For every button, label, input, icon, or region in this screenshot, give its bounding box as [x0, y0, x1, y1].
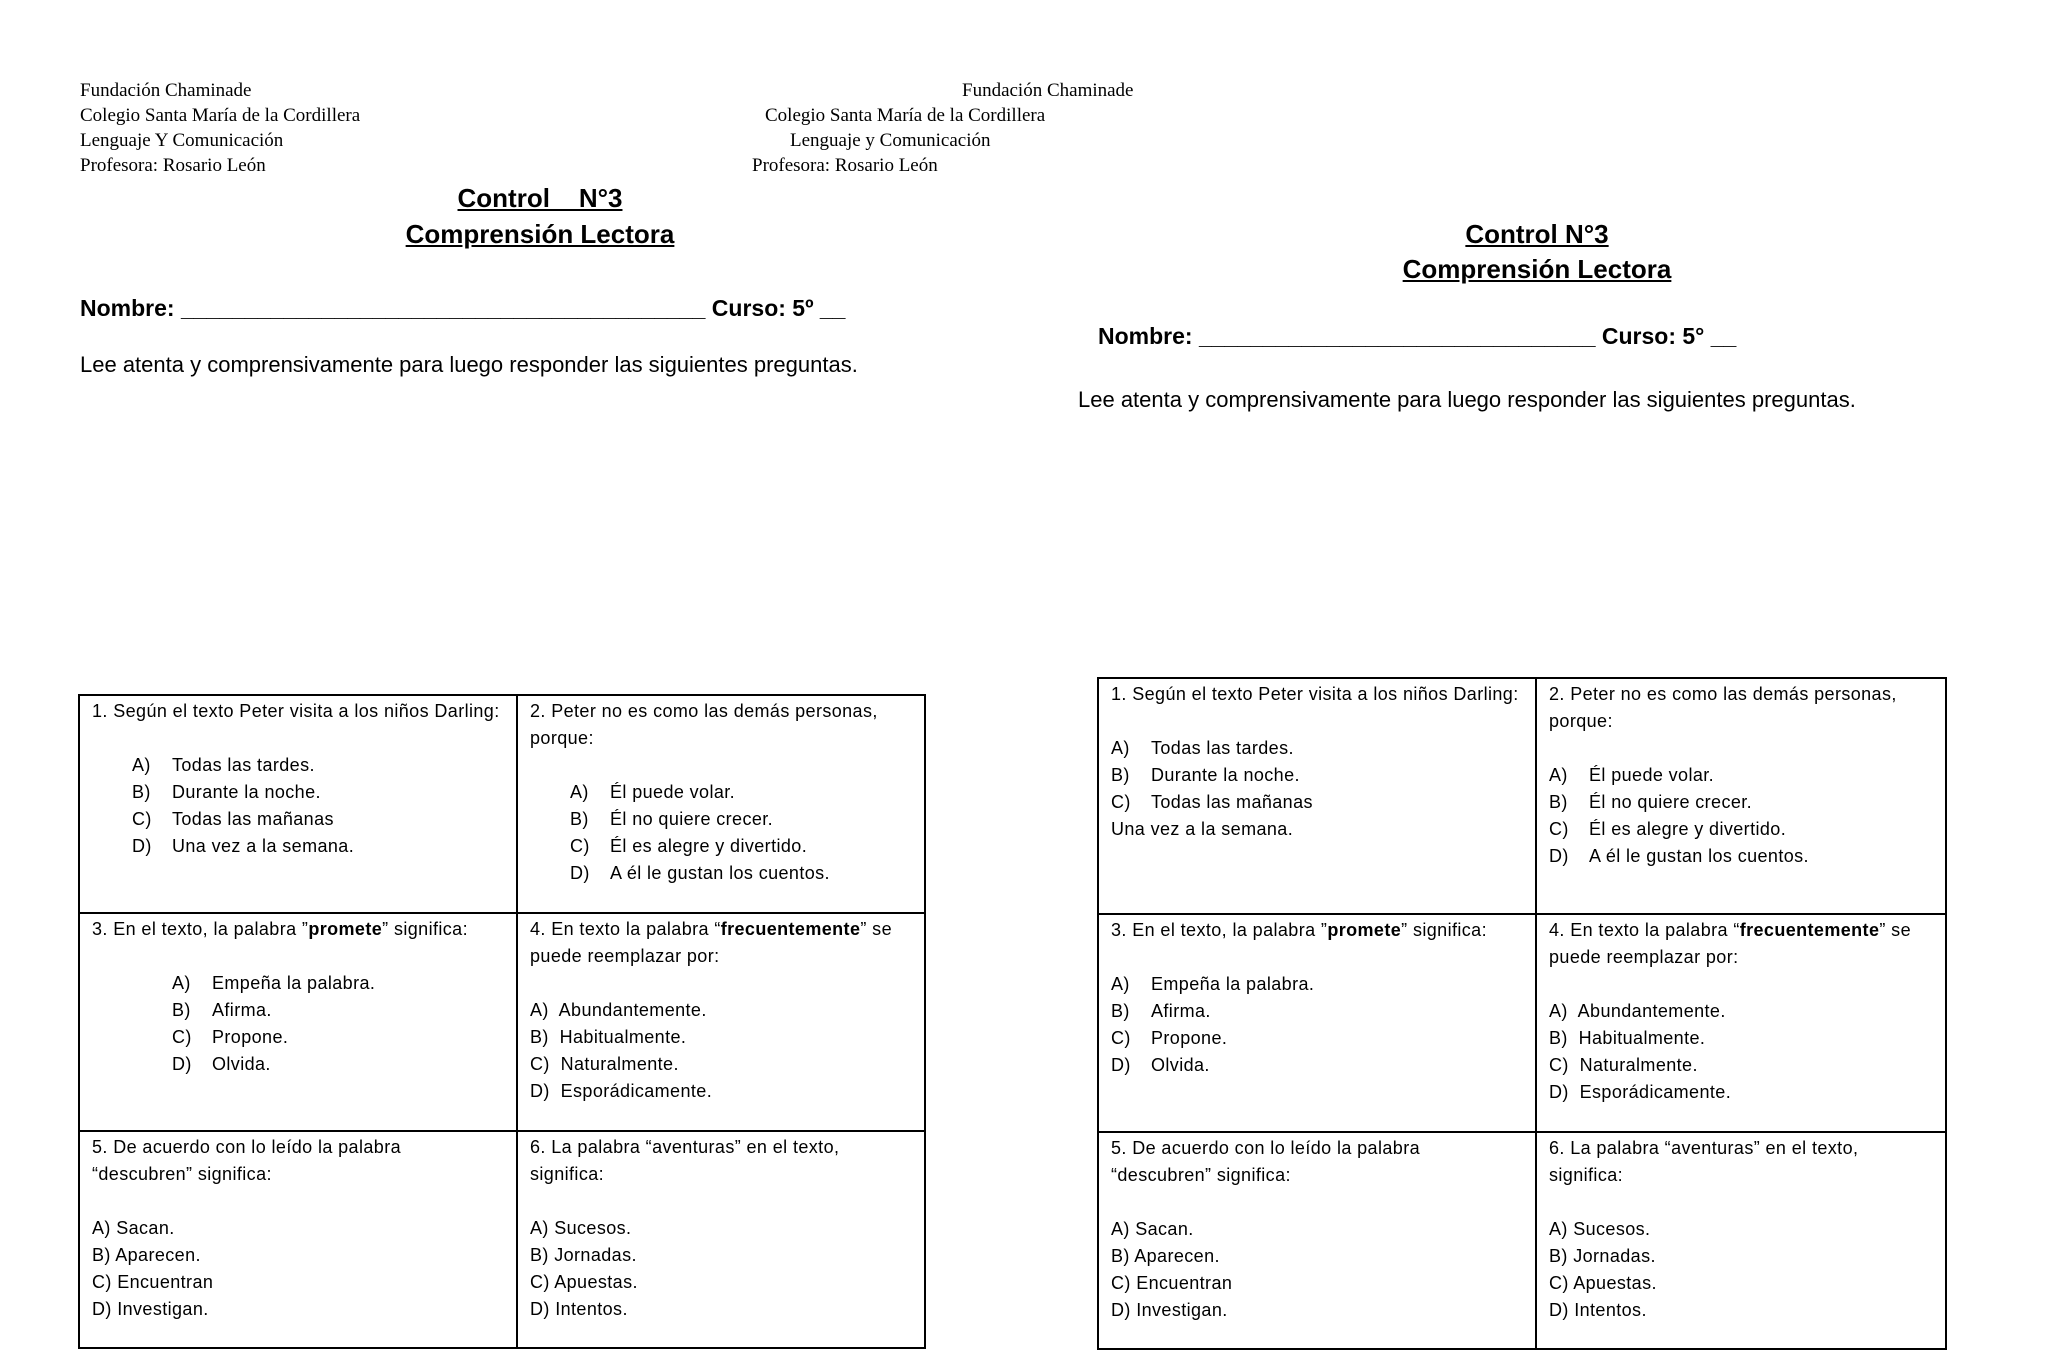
- question-3: [79, 913, 517, 1131]
- answer-option: D) A él le gustan los cuentos.: [570, 863, 830, 883]
- answer-option: C) Propone.: [172, 1027, 289, 1047]
- question-2: [517, 695, 925, 913]
- question-text: 5. De acuerdo con lo leído la palabra “descubren” significa:: [1111, 1138, 1420, 1185]
- answer-option: Una vez a la semana.: [1111, 819, 1294, 839]
- name-course-line: Nombre: _________________________________________ Curso: 5º __: [80, 295, 846, 321]
- control-subtitle: Comprensión Lectora: [1402, 254, 1672, 284]
- question-text: 1. Según el texto Peter visita a los niños Darling:: [92, 701, 500, 721]
- question-1: [79, 695, 517, 913]
- school-foundation: Fundación Chaminade: [80, 80, 252, 101]
- answer-option: D) Investigan.: [1111, 1300, 1228, 1320]
- answer-option: A) Él puede volar.: [1549, 765, 1715, 785]
- answer-option: A) Sucesos.: [530, 1218, 632, 1238]
- instructions: Lee atenta y comprensivamente para luego responder las siguientes preguntas.: [1078, 387, 1856, 412]
- answer-option: D) Intentos.: [530, 1299, 628, 1319]
- answer-option: C) Todas las mañanas: [1111, 792, 1313, 812]
- question-6: [1536, 1132, 1946, 1349]
- answer-option: B) Aparecen.: [1111, 1246, 1220, 1266]
- control-title: Control _ N°3: [457, 183, 623, 213]
- answer-option: C) Naturalmente.: [530, 1054, 679, 1074]
- question-1: [1098, 678, 1536, 914]
- answer-option: C) Apuestas.: [1549, 1273, 1657, 1293]
- answer-option: C) Él es alegre y divertido.: [570, 836, 808, 856]
- answer-option: D) Intentos.: [1549, 1300, 1647, 1320]
- teacher: Profesora: Rosario León: [752, 155, 938, 176]
- question-5: [1098, 1132, 1536, 1349]
- question-text: 3. En el texto, la palabra ”promete” significa:: [1111, 920, 1487, 940]
- answer-option: B) Habitualmente.: [1549, 1028, 1706, 1048]
- answer-option: D) Olvida.: [172, 1054, 271, 1074]
- question-5: [79, 1131, 517, 1348]
- answer-option: A) Abundantemente.: [1549, 1001, 1726, 1021]
- answer-option: A) Abundantemente.: [530, 1000, 707, 1020]
- answer-option: B) Durante la noche.: [1111, 765, 1300, 785]
- instructions: Lee atenta y comprensivamente para luego responder las siguientes preguntas.: [80, 352, 858, 377]
- answer-option: A) Sacan.: [92, 1218, 175, 1238]
- answer-option: C) Encuentran: [92, 1272, 214, 1292]
- school-name: Colegio Santa María de la Cordillera: [765, 105, 1046, 126]
- answer-option: A) Él puede volar.: [570, 782, 736, 802]
- answer-option: B) Él no quiere crecer.: [570, 809, 774, 829]
- school-name: Colegio Santa María de la Cordillera: [80, 105, 361, 126]
- answer-option: D) Esporádicamente.: [1549, 1082, 1732, 1102]
- answer-option: A) Empeña la palabra.: [1111, 974, 1315, 994]
- left-questions-table: [78, 694, 926, 1349]
- answer-option: D) Esporádicamente.: [530, 1081, 713, 1101]
- answer-option: B) Jornadas.: [1549, 1246, 1656, 1266]
- question-text: 6. La palabra “aventuras” en el texto, significa:: [530, 1137, 840, 1184]
- answer-option: B) Afirma.: [1111, 1001, 1211, 1021]
- question-text: 5. De acuerdo con lo leído la palabra “descubren” significa:: [92, 1137, 401, 1184]
- question-text: 1. Según el texto Peter visita a los niños Darling:: [1111, 684, 1519, 704]
- answer-option: C) Encuentran: [1111, 1273, 1233, 1293]
- answer-option: A) Sacan.: [1111, 1219, 1194, 1239]
- answer-option: B) Jornadas.: [530, 1245, 637, 1265]
- question-4: [517, 913, 925, 1131]
- answer-option: C) Apuestas.: [530, 1272, 638, 1292]
- question-text: 2. Peter no es como las demás personas, porque:: [1549, 684, 1897, 731]
- teacher: Profesora: Rosario León: [80, 155, 266, 176]
- answer-option: B) Afirma.: [172, 1000, 272, 1020]
- answer-option: D) Olvida.: [1111, 1055, 1210, 1075]
- right-questions-table: [1097, 677, 1947, 1350]
- question-4: [1536, 914, 1946, 1132]
- answer-option: B) Aparecen.: [92, 1245, 201, 1265]
- control-title: Control N°3: [1465, 219, 1609, 249]
- answer-option: C) Todas las mañanas: [132, 809, 334, 829]
- answer-option: D) Una vez a la semana.: [132, 836, 355, 856]
- answer-option: D) Investigan.: [92, 1299, 209, 1319]
- question-text: 6. La palabra “aventuras” en el texto, significa:: [1549, 1138, 1859, 1185]
- school-foundation: Fundación Chaminade: [962, 80, 1134, 101]
- answer-option: D) A él le gustan los cuentos.: [1549, 846, 1809, 866]
- question-text: 3. En el texto, la palabra ”promete” significa:: [92, 919, 468, 939]
- answer-option: B) Habitualmente.: [530, 1027, 687, 1047]
- answer-option: A) Todas las tardes.: [1111, 738, 1294, 758]
- answer-option: B) Él no quiere crecer.: [1549, 792, 1753, 812]
- answer-option: B) Durante la noche.: [132, 782, 321, 802]
- subject: Lenguaje y Comunicación: [790, 130, 991, 151]
- answer-option: A) Sucesos.: [1549, 1219, 1651, 1239]
- question-6: [517, 1131, 925, 1348]
- answer-option: C) Naturalmente.: [1549, 1055, 1698, 1075]
- answer-option: C) Propone.: [1111, 1028, 1228, 1048]
- answer-option: C) Él es alegre y divertido.: [1549, 819, 1787, 839]
- question-text: 4. En texto la palabra “frecuentemente” se puede reemplazar por:: [530, 919, 892, 966]
- subject: Lenguaje Y Comunicación: [80, 130, 284, 151]
- question-text: 2. Peter no es como las demás personas, porque:: [530, 701, 878, 748]
- question-3: [1098, 914, 1536, 1132]
- answer-option: A) Todas las tardes.: [132, 755, 315, 775]
- name-course-line: Nombre: _______________________________ Curso: 5° __: [1098, 323, 1737, 349]
- answer-option: A) Empeña la palabra.: [172, 973, 376, 993]
- question-2: [1536, 678, 1946, 914]
- control-subtitle: Comprensión Lectora: [405, 219, 675, 249]
- question-text: 4. En texto la palabra “frecuentemente” se puede reemplazar por:: [1549, 920, 1911, 967]
